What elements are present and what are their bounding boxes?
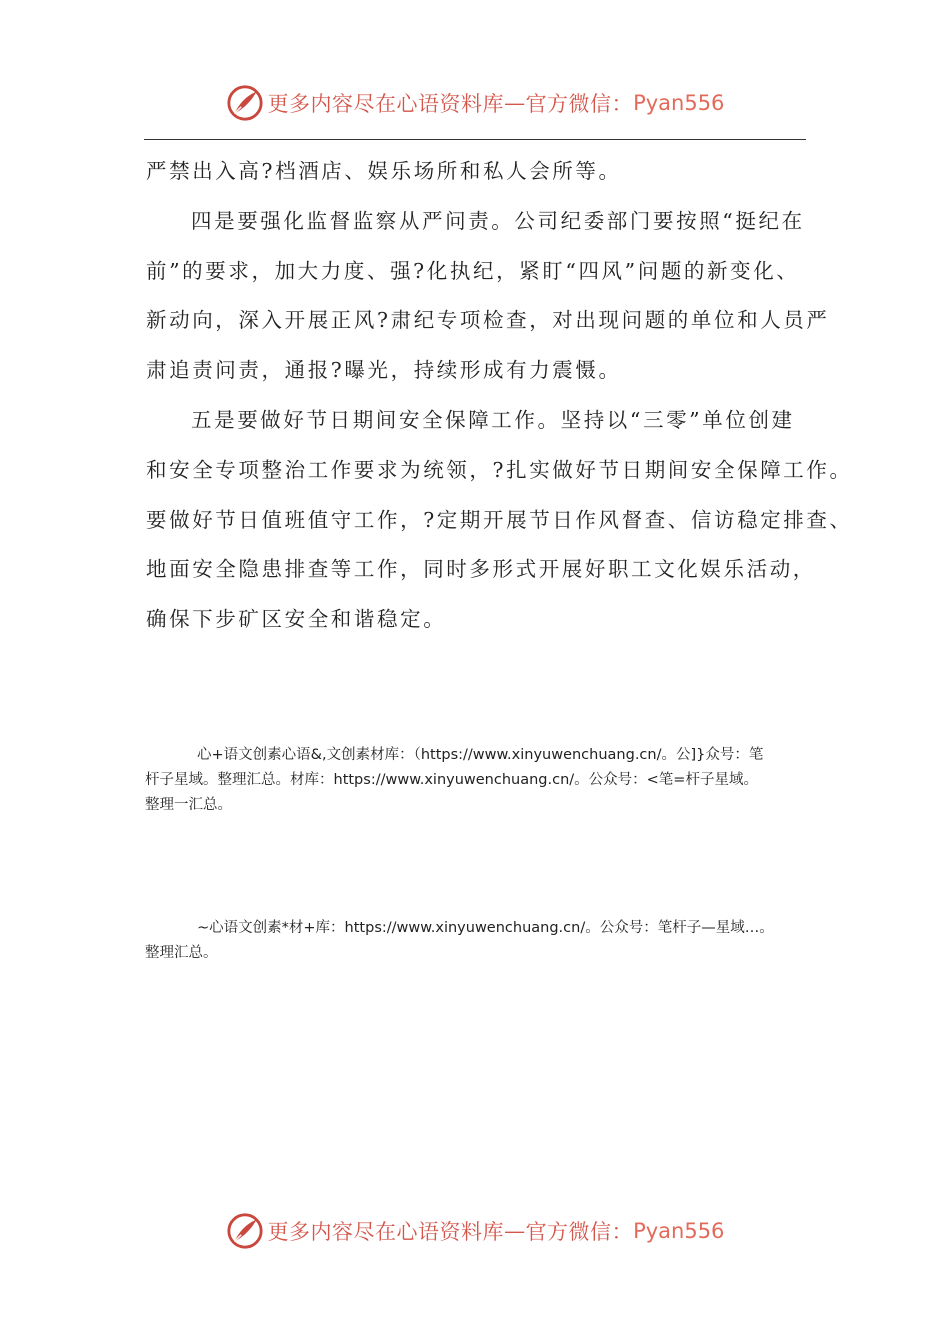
banner-wechat-label: 官方微信： bbox=[525, 92, 634, 116]
quill-logo-icon bbox=[226, 1212, 264, 1250]
banner-text: 更多内容尽在心语资料库 bbox=[267, 1220, 505, 1244]
body-line: 和安全专项整治工作要求为统领，?扎实做好节日期间安全保障工作。 bbox=[146, 457, 853, 482]
body-line: 新动向，深入开展正风?肃纪专项检查，对出现问题的单位和人员严 bbox=[146, 308, 830, 333]
banner-wechat-label: 官方微信： bbox=[525, 1220, 634, 1244]
document-body bbox=[146, 147, 853, 645]
body-line: 要做好节日值班值守工作，?定期开展节日作风督查、信访稳定排查、 bbox=[146, 507, 853, 532]
header-banner bbox=[0, 78, 950, 128]
banner-dash: — bbox=[504, 1219, 526, 1243]
note-line: 心+语文创素心语&,文创素材库：（https://www.xinyuwenchuang.cn/。公]}众号：笔 bbox=[197, 747, 764, 763]
body-line: 严禁出入高?档酒店、娱乐场所和私人会所等。 bbox=[146, 159, 622, 183]
banner-wechat-id: Pyan556 bbox=[633, 1219, 725, 1243]
banner-dash: — bbox=[504, 91, 526, 115]
body-line: 地面安全隐患排查等工作，同时多形式开展好职工文化娱乐活动， bbox=[146, 557, 816, 582]
footer-banner bbox=[0, 1206, 950, 1256]
body-line: 前”的要求，加大力度、强?化执纪，紧盯“四风”问题的新变化、 bbox=[146, 258, 800, 283]
banner-wechat-id: Pyan556 bbox=[633, 91, 725, 115]
note-line: 整理汇总。 bbox=[145, 945, 218, 961]
banner-text: 更多内容尽在心语资料库 bbox=[267, 92, 505, 116]
quill-logo-icon bbox=[226, 84, 264, 122]
note-line: 杆子星域。整理汇总。材库：https://www.xinyuwenchuang.cn/。公众号：<笔=杆子星域。 bbox=[145, 772, 758, 788]
note-line: 整理一汇总。 bbox=[145, 797, 232, 813]
source-note-2 bbox=[145, 916, 825, 966]
header-divider bbox=[144, 139, 806, 140]
source-note-1 bbox=[145, 743, 825, 818]
note-line: ~心语文创素*材+库：https://www.xinyuwenchuang.cn/。公众号：笔杆子—星域…。 bbox=[197, 920, 774, 936]
body-line: 确保下步矿区安全和谐稳定。 bbox=[146, 607, 447, 632]
body-line: 肃追责问责，通报?曝光，持续形成有力震慑。 bbox=[146, 358, 622, 383]
body-line: 四是要强化监督监察从严问责。公司纪委部门要按照“挺纪在 bbox=[191, 208, 805, 233]
body-line: 五是要做好节日期间安全保障工作。坚持以“三零”单位创建 bbox=[191, 407, 795, 432]
